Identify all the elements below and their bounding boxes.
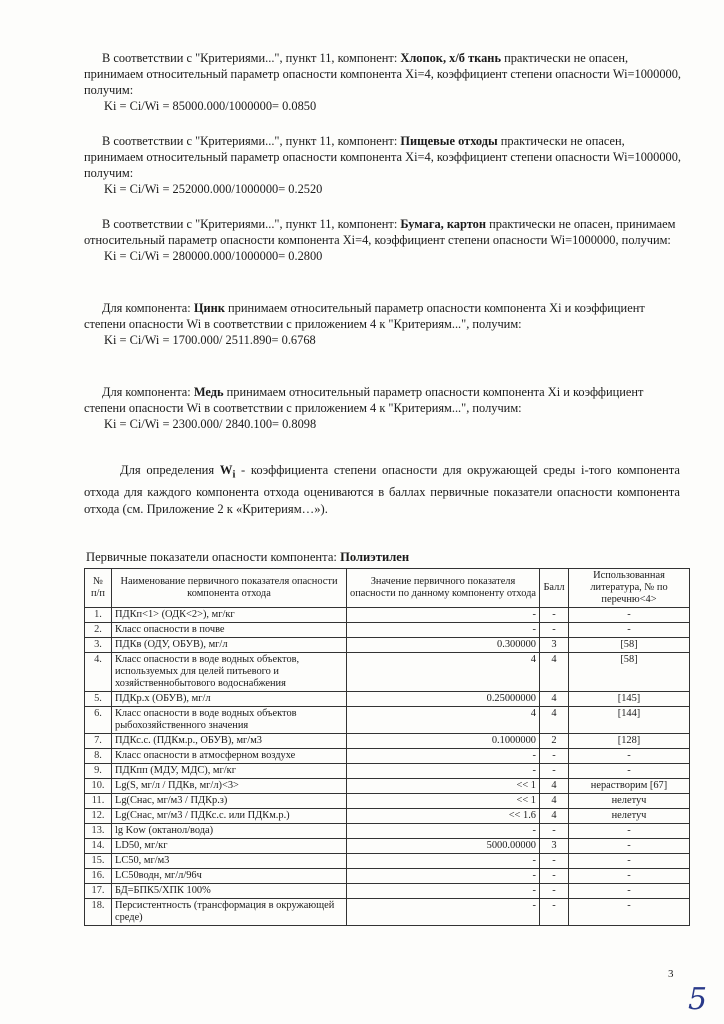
table-row xyxy=(85,869,690,884)
table-row xyxy=(85,854,690,869)
indicator-value: - xyxy=(347,824,540,839)
indicator-name: ПДКс.с. (ПДКм.р., ОБУВ), мг/м3 xyxy=(112,734,347,749)
row-number: 4. xyxy=(85,653,112,692)
indicator-value: - xyxy=(347,764,540,779)
indicator-score: - xyxy=(540,869,569,884)
indicator-name: Класс опасности в воде водных объектов рыбохозяйственного значения xyxy=(112,707,347,734)
component-name: Бумага, картон xyxy=(400,217,486,231)
indicator-literature: нерастворим [67] xyxy=(569,779,690,794)
indicator-literature: - xyxy=(569,884,690,899)
indicator-name: БД=БПК5/ХПК 100% xyxy=(112,884,347,899)
table-row xyxy=(85,692,690,707)
indicator-literature: - xyxy=(569,749,690,764)
indicator-name: Lg(S, мг/л / ПДКв, мг/л)<3> xyxy=(112,779,347,794)
indicator-literature: нелетуч xyxy=(569,809,690,824)
table-row xyxy=(85,734,690,749)
indicator-name: Класс опасности в воде водных объектов, используемых для целей питьевого и хозяйственнобытового водоснабжения xyxy=(112,653,347,692)
row-number: 12. xyxy=(85,809,112,824)
indicator-value: 0.1000000 xyxy=(347,734,540,749)
indicator-literature: - xyxy=(569,839,690,854)
paragraph-text: Для компонента: xyxy=(102,385,194,399)
paragraph-food-waste xyxy=(84,133,684,197)
indicator-value: 0.25000000 xyxy=(347,692,540,707)
paragraph-text: В соответствии с "Критериями...", пункт 11, компонент: xyxy=(102,51,401,65)
indicator-literature: - xyxy=(569,854,690,869)
row-number: 15. xyxy=(85,854,112,869)
indicator-score: 4 xyxy=(540,794,569,809)
indicator-value: - xyxy=(347,884,540,899)
row-number: 3. xyxy=(85,638,112,653)
indicator-score: - xyxy=(540,608,569,623)
indicator-literature: [144] xyxy=(569,707,690,734)
row-number: 5. xyxy=(85,692,112,707)
formula: Ki = Ci/Wi = 252000.000/1000000= 0.2520 xyxy=(104,182,323,196)
definition-paragraph xyxy=(84,462,680,518)
table-row xyxy=(85,638,690,653)
paragraph-text: принимаем относительный параметр опасности компонента Xi и коэффициент степени опасности Wi в соответствии с приложением 4 к "Критериям...", получим: xyxy=(84,385,644,415)
indicator-name: Класс опасности в почве xyxy=(112,623,347,638)
handwritten-page-mark: 5 xyxy=(688,982,708,1017)
indicator-name: ПДКв (ОДУ, ОБУВ), мг/л xyxy=(112,638,347,653)
paragraph-text: практически не опасен, принимаем относительный параметр опасности компонента Xi=4, коэффициент степени опасности Wi=1000000, получим: xyxy=(84,134,682,180)
paragraph-text: принимаем относительный параметр опасности компонента Xi и коэффициент степени опасности Wi в соответствии с приложением 4 к "Критериям...", получим: xyxy=(84,301,645,331)
table-row xyxy=(85,794,690,809)
row-number: 9. xyxy=(85,764,112,779)
indicator-score: 4 xyxy=(540,779,569,794)
indicator-score: - xyxy=(540,749,569,764)
indicator-value: - xyxy=(347,623,540,638)
indicator-literature: - xyxy=(569,623,690,638)
table-title-label: Первичные показатели опасности компонента: xyxy=(86,550,341,564)
header-value: Значение первичного показателя опасности по данному компоненту отхода xyxy=(347,569,540,608)
indicator-score: - xyxy=(540,854,569,869)
indicator-score: 3 xyxy=(540,638,569,653)
row-number: 17. xyxy=(85,884,112,899)
indicator-score: 4 xyxy=(540,692,569,707)
formula: Ki = Ci/Wi = 1700.000/ 2511.890= 0.6768 xyxy=(104,333,316,347)
indicator-literature: - xyxy=(569,824,690,839)
formula: Ki = Ci/Wi = 85000.000/1000000= 0.0850 xyxy=(104,99,317,113)
indicator-name: LC50водн, мг/л/96ч xyxy=(112,869,347,884)
row-number: 14. xyxy=(85,839,112,854)
row-number: 8. xyxy=(85,749,112,764)
indicator-name: ПДКп<1> (ОДК<2>), мг/кг xyxy=(112,608,347,623)
row-number: 18. xyxy=(85,899,112,926)
header-num: № п/п xyxy=(85,569,112,608)
table-title-component: Полиэтилен xyxy=(340,550,410,564)
indicator-value: 5000.00000 xyxy=(347,839,540,854)
indicator-score: 4 xyxy=(540,653,569,692)
definition-text: - коэффициента степени опасности для окружающей среды i-того компонента отхода для каждого компонента отхода оцениваются в баллах первичные показатели опасности компонента отхода (см. Приложение 2 к «Критериям…»). xyxy=(84,463,681,516)
paragraph-text: практически не опасен, принимаем относительный параметр опасности компонента Xi=4, коэффициент степени опасности Wi=1000000, получим: xyxy=(84,217,676,247)
indicator-value: 4 xyxy=(347,707,540,734)
row-number: 13. xyxy=(85,824,112,839)
header-score: Балл xyxy=(540,569,569,608)
definition-symbol: W xyxy=(219,463,233,477)
indicator-score: - xyxy=(540,824,569,839)
paragraph-copper xyxy=(84,384,684,432)
paragraph-text: В соответствии с "Критериями...", пункт 11, компонент: xyxy=(102,217,401,231)
paragraph-text: В соответствии с "Критериями...", пункт 11, компонент: xyxy=(102,134,401,148)
table-row xyxy=(85,884,690,899)
table-row xyxy=(85,707,690,734)
indicator-value: << 1 xyxy=(347,779,540,794)
table-header-row xyxy=(85,569,690,608)
indicator-literature: - xyxy=(569,764,690,779)
paragraph-cotton xyxy=(84,50,684,114)
row-number: 2. xyxy=(85,623,112,638)
definition-subscript: i xyxy=(232,469,236,481)
indicator-name: LC50, мг/м3 xyxy=(112,854,347,869)
primary-indicators-table xyxy=(84,568,690,926)
component-name: Медь xyxy=(193,385,224,399)
indicator-score: - xyxy=(540,764,569,779)
indicator-value: << 1 xyxy=(347,794,540,809)
indicator-score: 4 xyxy=(540,809,569,824)
indicator-name: ПДКпп (МДУ, МДС), мг/кг xyxy=(112,764,347,779)
indicator-value: - xyxy=(347,899,540,926)
formula: Ki = Ci/Wi = 2300.000/ 2840.100= 0.8098 xyxy=(104,417,317,431)
page-number: 3 xyxy=(668,968,674,980)
paragraph-zinc xyxy=(84,300,684,348)
table-title xyxy=(86,550,409,565)
indicator-value: 4 xyxy=(347,653,540,692)
indicator-score: 4 xyxy=(540,707,569,734)
indicator-literature: [58] xyxy=(569,653,690,692)
table-row xyxy=(85,824,690,839)
indicator-literature: [145] xyxy=(569,692,690,707)
indicator-literature: [128] xyxy=(569,734,690,749)
table-row xyxy=(85,899,690,926)
indicator-literature: нелетуч xyxy=(569,794,690,809)
indicator-score: - xyxy=(540,899,569,926)
table-row xyxy=(85,608,690,623)
indicator-name: Класс опасности в атмосферном воздухе xyxy=(112,749,347,764)
table-row xyxy=(85,809,690,824)
indicator-score: 3 xyxy=(540,839,569,854)
indicator-name: ПДКр.х (ОБУВ), мг/л xyxy=(112,692,347,707)
indicator-value: - xyxy=(347,854,540,869)
indicator-literature: - xyxy=(569,899,690,926)
component-name: Пищевые отходы xyxy=(400,134,498,148)
indicator-value: 0.300000 xyxy=(347,638,540,653)
row-number: 7. xyxy=(85,734,112,749)
indicator-value: - xyxy=(347,608,540,623)
paragraph-paper xyxy=(84,216,684,264)
row-number: 1. xyxy=(85,608,112,623)
indicator-name: Персистентность (трансформация в окружающей среде) xyxy=(112,899,347,926)
indicator-literature: - xyxy=(569,608,690,623)
row-number: 6. xyxy=(85,707,112,734)
paragraph-text: Для компонента: xyxy=(102,301,194,315)
header-name: Наименование первичного показателя опасности компонента отхода xyxy=(112,569,347,608)
indicator-name: lg Kow (октанол/вода) xyxy=(112,824,347,839)
paragraph-text: практически не опасен, принимаем относительный параметр опасности компонента Xi=4, коэффициент степени опасности Wi=1000000, получим: xyxy=(84,51,682,97)
indicator-value: - xyxy=(347,869,540,884)
row-number: 16. xyxy=(85,869,112,884)
indicator-score: - xyxy=(540,623,569,638)
indicator-name: Lg(Снас, мг/м3 / ПДКр.з) xyxy=(112,794,347,809)
component-name: Хлопок, х/б ткань xyxy=(400,51,501,65)
indicator-literature: - xyxy=(569,869,690,884)
indicator-name: LD50, мг/кг xyxy=(112,839,347,854)
row-number: 10. xyxy=(85,779,112,794)
table-row xyxy=(85,764,690,779)
indicator-name: Lg(Снас, мг/м3 / ПДКс.с. или ПДКм.р.) xyxy=(112,809,347,824)
indicator-score: 2 xyxy=(540,734,569,749)
definition-text: Для определения xyxy=(120,463,220,477)
header-literature: Использованная литература, № по перечню<4> xyxy=(569,569,690,608)
table-row xyxy=(85,839,690,854)
row-number: 11. xyxy=(85,794,112,809)
indicator-value: << 1.6 xyxy=(347,809,540,824)
indicator-literature: [58] xyxy=(569,638,690,653)
table-row xyxy=(85,653,690,692)
table-row xyxy=(85,623,690,638)
indicator-value: - xyxy=(347,749,540,764)
table-row xyxy=(85,749,690,764)
indicator-score: - xyxy=(540,884,569,899)
table-row xyxy=(85,779,690,794)
component-name: Цинк xyxy=(193,301,225,315)
formula: Ki = Ci/Wi = 280000.000/1000000= 0.2800 xyxy=(104,249,323,263)
